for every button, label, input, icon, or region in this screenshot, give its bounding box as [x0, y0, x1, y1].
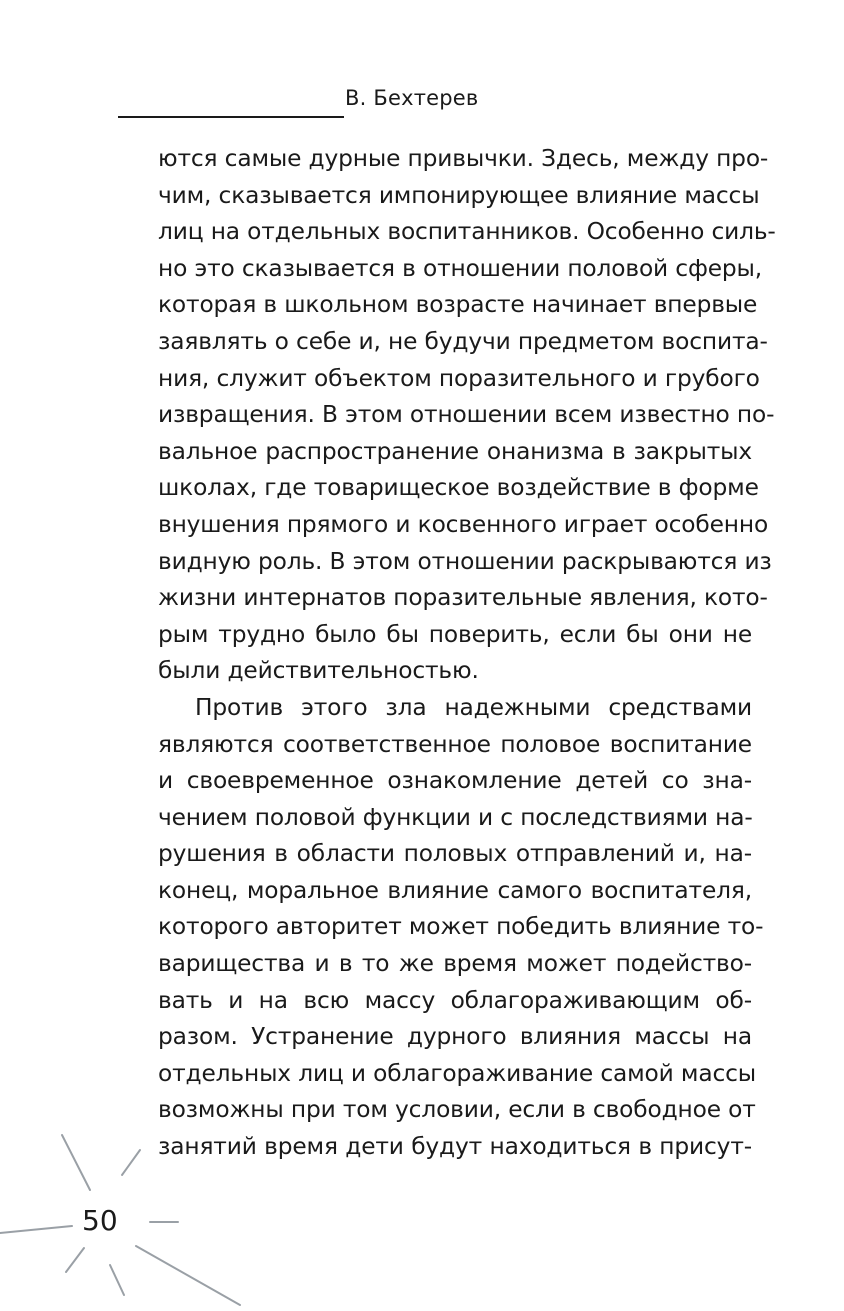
text-line: возможны при том условии, если в свободное от [158, 1096, 756, 1124]
text-line: и своевременное ознакомление детей со зна- [158, 767, 752, 795]
ray-line [0, 1226, 72, 1233]
text-line: занятий время дети будут находиться в присут- [158, 1133, 752, 1161]
ray-line [122, 1150, 140, 1175]
text-line: варищества и в то же время может подейство- [158, 950, 752, 978]
ray-line [136, 1246, 240, 1305]
text-line: но это сказывается в отношении половой сферы, [158, 254, 763, 282]
sunburst-decoration [0, 1120, 300, 1311]
text-line: лиц на отдельных воспитанников. Особенно силь- [158, 218, 776, 246]
paragraph-2 [158, 690, 764, 1166]
text-line: жизни интернатов поразительные явления, кото- [158, 584, 768, 612]
text-line: ния, служит объектом поразительного и грубого [158, 364, 760, 392]
text-line: конец, моральное влияние самого воспитателя, [158, 876, 752, 904]
text-line: Против этого зла надежными средствами [195, 693, 752, 721]
text-line: видную роль. В этом отношении раскрываются из [158, 547, 772, 575]
text-line: вать и на всю массу облагораживающим об- [158, 986, 752, 1014]
text-line: которая в школьном возрасте начинает впервые [158, 291, 758, 319]
text-line: отдельных лиц и облагораживание самой массы [158, 1059, 757, 1087]
text-line: были действительностью. [158, 657, 479, 685]
running-head-author: В. Бехтерев [345, 86, 479, 110]
text-line: внушения прямого и косвенного играет особенно [158, 510, 769, 538]
text-line: заявлять о себе и, не будучи предметом воспита- [158, 327, 768, 355]
paragraph-1 [158, 141, 776, 690]
text-line: являются соответственное половое воспитание [158, 730, 752, 758]
ray-line [66, 1248, 84, 1272]
text-line: школах, где товарищеское воздействие в форме [158, 474, 759, 502]
text-line: разом. Устранение дурного влияния массы на [158, 1023, 752, 1051]
text-line: чением половой функции и с последствиями на- [158, 803, 753, 831]
text-line: вальное распространение онанизма в закрытых [158, 437, 752, 465]
ray-line [62, 1135, 90, 1190]
ray-line [110, 1265, 124, 1295]
header-rule [118, 116, 344, 118]
page-number: 50 [82, 1204, 118, 1237]
text-line: которого авторитет может победить влияние то- [158, 913, 764, 941]
body-text [158, 141, 776, 1166]
text-line: ются самые дурные привычки. Здесь, между про- [158, 145, 769, 172]
text-line: рым трудно было бы поверить, если бы они не [158, 620, 752, 648]
text-line: рушения в области половых отправлений и, на- [158, 840, 752, 868]
text-line: чим, сказывается импонирующее влияние массы [158, 181, 760, 209]
text-line: извращения. В этом отношении всем известно по- [158, 401, 775, 429]
